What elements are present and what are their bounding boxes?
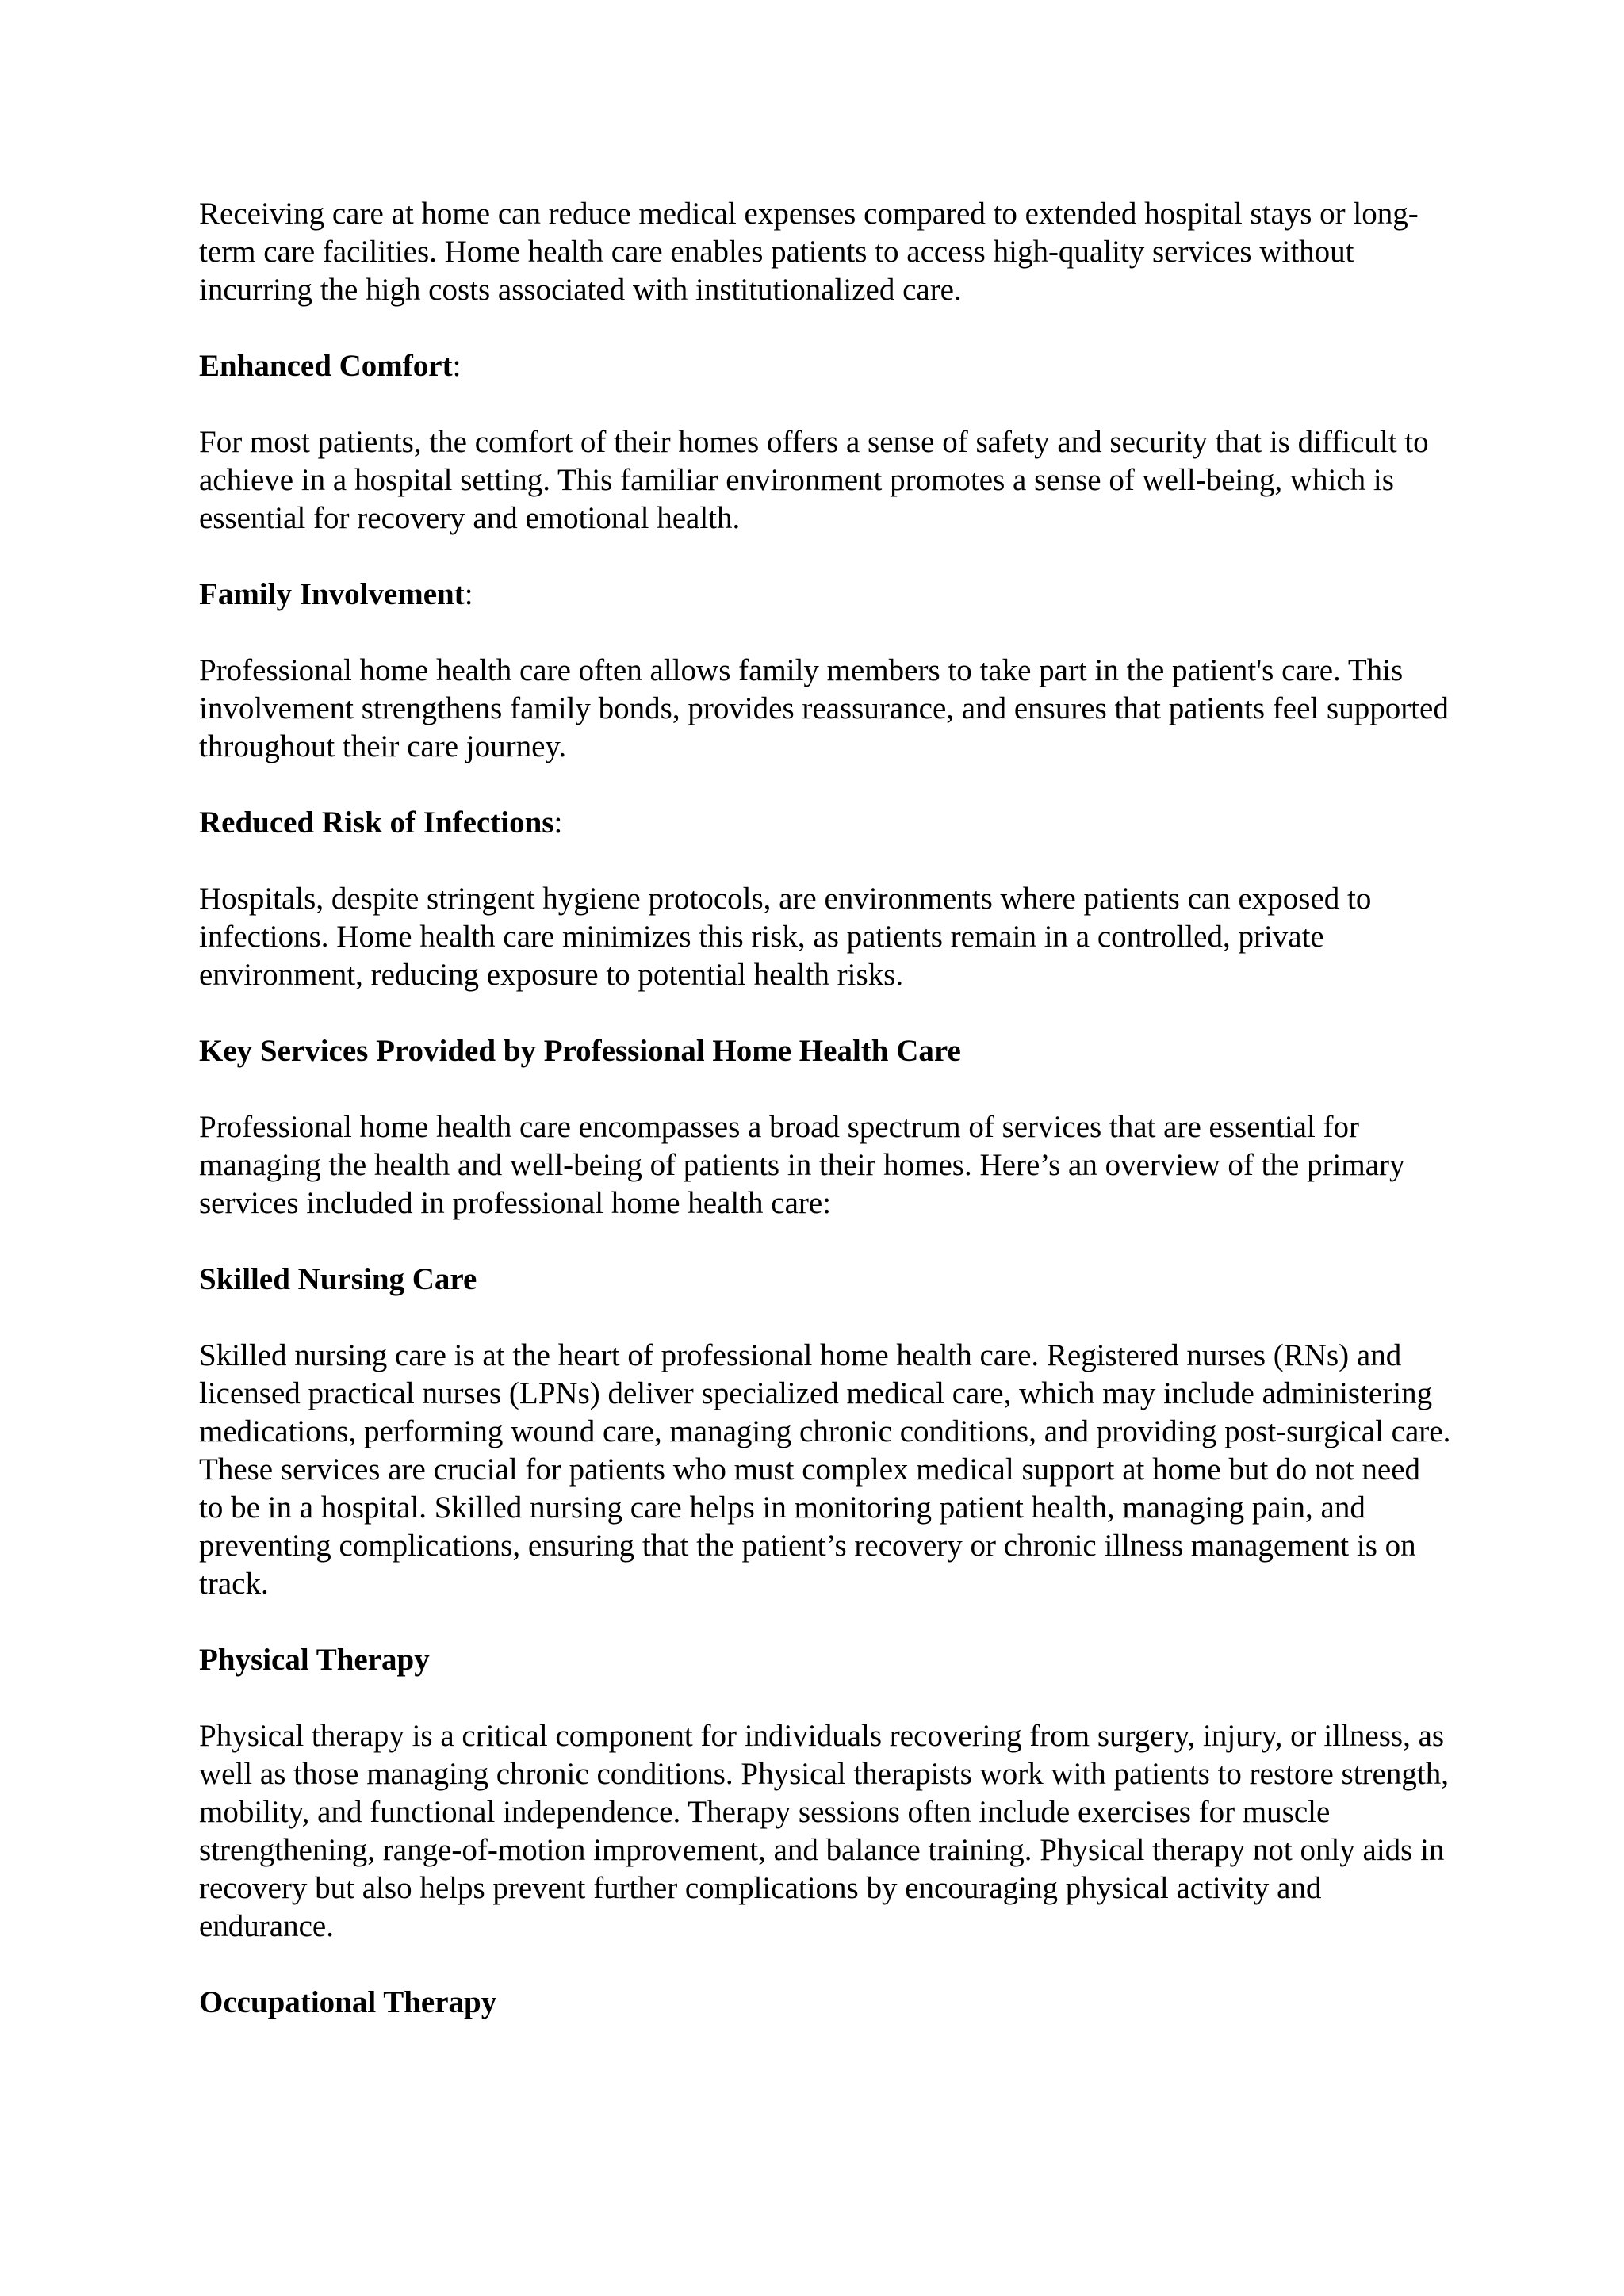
heading-suffix: :: [464, 577, 473, 611]
heading-key-services: [199, 1032, 1452, 1070]
heading-physical-therapy: [199, 1641, 1452, 1679]
heading-occupational-therapy: [199, 1984, 1452, 2022]
heading-text: Occupational Therapy: [199, 1985, 497, 2019]
heading-suffix: :: [452, 349, 462, 383]
paragraph-cost-savings: Receiving care at home can reduce medical expenses compared to extended hospital stays or long-term care facilities. Home health care enables patients to access high-quality services without incurring the high costs associated with institutionalized care.: [199, 197, 1419, 307]
heading-text: Skilled Nursing Care: [199, 1262, 477, 1296]
heading-text: Enhanced Comfort: [199, 349, 453, 383]
heading-text: Physical Therapy: [199, 1643, 430, 1677]
paragraph-skilled-nursing: Skilled nursing care is at the heart of professional home health care. Registered nurses (RNs) and licensed practical nurses (LPNs) deliver specialized medical care, which may include administering medications, performing wound care, managing chronic conditions, and providing post-surgical care. These services are crucial for patients who must complex medical support at home but do not need to be in a hospital. Skilled nursing care helps in monitoring patient health, managing pain, and preventing complications, ensuring that the patient’s recovery or chronic illness management is on track.: [199, 1338, 1451, 1601]
heading-family-involvement: [199, 576, 1452, 614]
heading-text: Family Involvement: [199, 577, 465, 611]
heading-text: Reduced Risk of Infections: [199, 806, 554, 840]
heading-reduced-risk: [199, 804, 1452, 842]
paragraph-enhanced-comfort: For most patients, the comfort of their homes offers a sense of safety and security that is difficult to achieve in a hospital setting. This familiar environment promotes a sense of well-being, which is essential for recovery and emotional health.: [199, 425, 1429, 535]
paragraph-physical-therapy: Physical therapy is a critical component for individuals recovering from surgery, injury, or illness, as well as those managing chronic conditions. Physical therapists work with patients to restore strength, mobility, and functional independence. Therapy sessions often include exercises for muscle strengthening, range-of-motion improvement, and balance training. Physical therapy not only aids in recovery but also helps prevent further complications by encouraging physical activity and endurance.: [199, 1719, 1449, 1943]
heading-enhanced-comfort: [199, 347, 1452, 385]
paragraph-key-services: Professional home health care encompasses a broad spectrum of services that are essential for managing the health and well-being of patients in their homes. Here’s an overview of the primary services included in professional home health care:: [199, 1110, 1405, 1220]
heading-skilled-nursing: [199, 1261, 1452, 1299]
document-body: [199, 195, 1452, 2060]
heading-text: Key Services Provided by Professional Home Health Care: [199, 1034, 961, 1068]
paragraph-reduced-risk: Hospitals, despite stringent hygiene protocols, are environments where patients can exposed to infections. Home health care minimizes this risk, as patients remain in a controlled, private environment, reducing exposure to potential health risks.: [199, 882, 1372, 992]
heading-suffix: :: [553, 806, 563, 840]
paragraph-family-involvement: Professional home health care often allows family members to take part in the patient's care. This involvement strengthens family bonds, provides reassurance, and ensures that patients feel supported throughout their care journey.: [199, 653, 1449, 763]
